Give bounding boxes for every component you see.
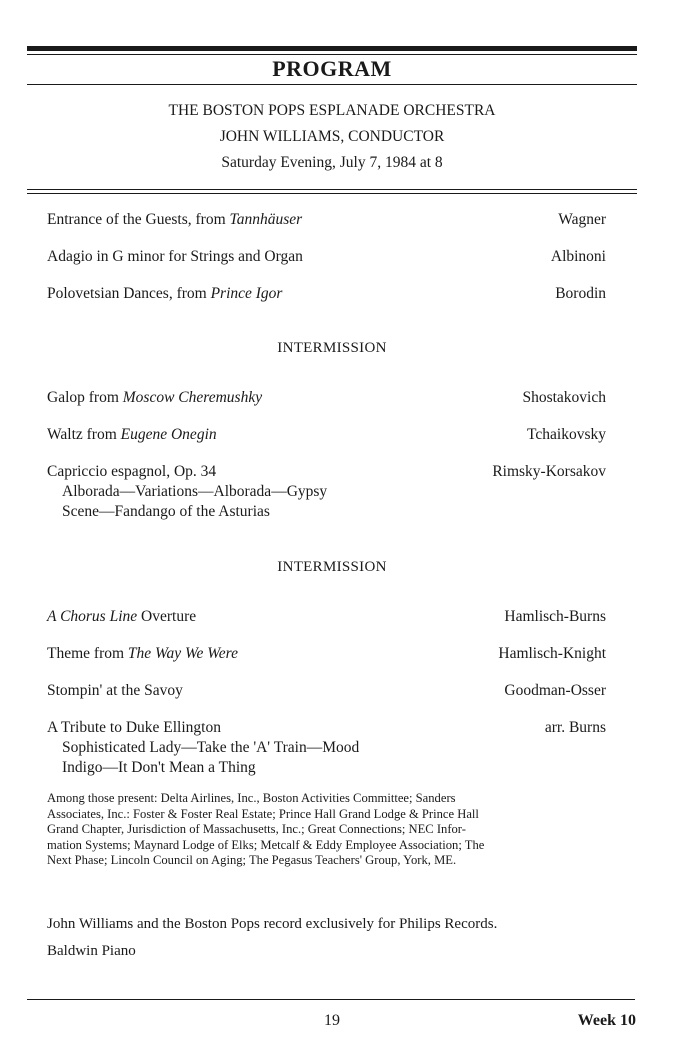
footer-rule xyxy=(27,999,635,1000)
piece-title: Overture xyxy=(137,608,197,625)
piece-title: Waltz from xyxy=(47,426,121,443)
program-item xyxy=(47,718,606,778)
title-underline-rule xyxy=(27,84,637,85)
piece-title: Stompin' at the Savoy xyxy=(47,682,183,699)
top-thick-rule xyxy=(27,46,637,51)
program-item xyxy=(47,210,606,230)
piece-title: Theme from xyxy=(47,645,128,662)
piece-title-italic: Moscow Cheremushky xyxy=(122,389,263,406)
piece-title: Adagio in G minor for Strings and Organ xyxy=(47,248,303,265)
piece-title: Polovetsian Dances, from xyxy=(47,285,211,302)
page-number: 19 xyxy=(324,1012,340,1029)
concert-date: Saturday Evening, July 7, 1984 at 8 xyxy=(221,154,443,171)
composer: Wagner xyxy=(558,211,606,228)
present-line: Grand Chapter, Jurisdiction of Massachusetts, Inc.; Great Connections; NEC Infor- xyxy=(47,822,466,837)
orchestra-name: THE BOSTON POPS ESPLANADE ORCHESTRA xyxy=(168,102,496,119)
composer: Hamlisch-Burns xyxy=(504,608,606,625)
present-line: Associates, Inc.: Foster & Foster Real Estate; Prince Hall Grand Lodge & Prince Hall xyxy=(47,806,479,821)
composer: Borodin xyxy=(555,285,606,302)
movement-list: Scene—Fandango of the Asturias xyxy=(62,503,270,520)
composer: Tchaikovsky xyxy=(527,426,606,443)
intermission-label: INTERMISSION xyxy=(277,559,387,575)
piece-title-italic: Prince Igor xyxy=(210,285,283,302)
composer: Hamlisch-Knight xyxy=(498,645,606,662)
present-line: Among those present: Delta Airlines, Inc., Boston Activities Committee; Sanders xyxy=(47,791,456,805)
piece-title: Entrance of the Guests, from xyxy=(47,211,230,228)
piece-title-italic: The Way We Were xyxy=(127,645,238,662)
piece-title-italic: Tannhäuser xyxy=(229,211,303,228)
program-item xyxy=(47,607,606,627)
intermission-label: INTERMISSION xyxy=(277,340,387,356)
composer: Rimsky-Korsakov xyxy=(492,463,606,480)
program-item xyxy=(47,388,606,408)
week-label: Week 10 xyxy=(577,1012,636,1029)
records-note: John Williams and the Boston Pops record exclusively for Philips Records. xyxy=(47,916,498,932)
composer: Goodman-Osser xyxy=(504,682,606,699)
composer: Shostakovich xyxy=(522,389,606,406)
program-item xyxy=(47,284,606,304)
present-line: Next Phase; Lincoln Council on Aging; The Pegasus Teachers' Group, York, ME. xyxy=(47,853,457,868)
program-item xyxy=(47,644,606,664)
composer: Albinoni xyxy=(550,248,606,265)
page-title: PROGRAM xyxy=(272,56,392,81)
piano-note: Baldwin Piano xyxy=(47,943,136,959)
movement-list: Sophisticated Lady—Take the 'A' Train—Mood xyxy=(62,739,360,756)
top-thin-rule xyxy=(27,54,637,55)
piece-title: A Tribute to Duke Ellington xyxy=(47,719,221,736)
program-item xyxy=(47,425,606,445)
conductor-name: JOHN WILLIAMS, CONDUCTOR xyxy=(219,128,445,145)
movement-list: Alborada—Variations—Alborada—Gypsy xyxy=(62,483,328,500)
program-item xyxy=(47,247,606,267)
header-double-rule-top xyxy=(27,189,637,190)
piece-title-italic: A Chorus Line xyxy=(47,608,138,625)
present-line: mation Systems; Maynard Lodge of Elks; Metcalf & Eddy Employee Association; The xyxy=(47,837,485,852)
piece-title: Capriccio espagnol, Op. 34 xyxy=(47,463,217,480)
program-item xyxy=(47,462,606,522)
header-double-rule-bottom xyxy=(27,193,637,194)
piece-title: Galop from xyxy=(47,389,123,406)
program-item xyxy=(47,681,606,701)
among-those-present xyxy=(47,791,617,869)
composer: arr. Burns xyxy=(544,719,606,736)
piece-title-italic: Eugene Onegin xyxy=(120,426,217,443)
movement-list: Indigo—It Don't Mean a Thing xyxy=(62,759,256,776)
